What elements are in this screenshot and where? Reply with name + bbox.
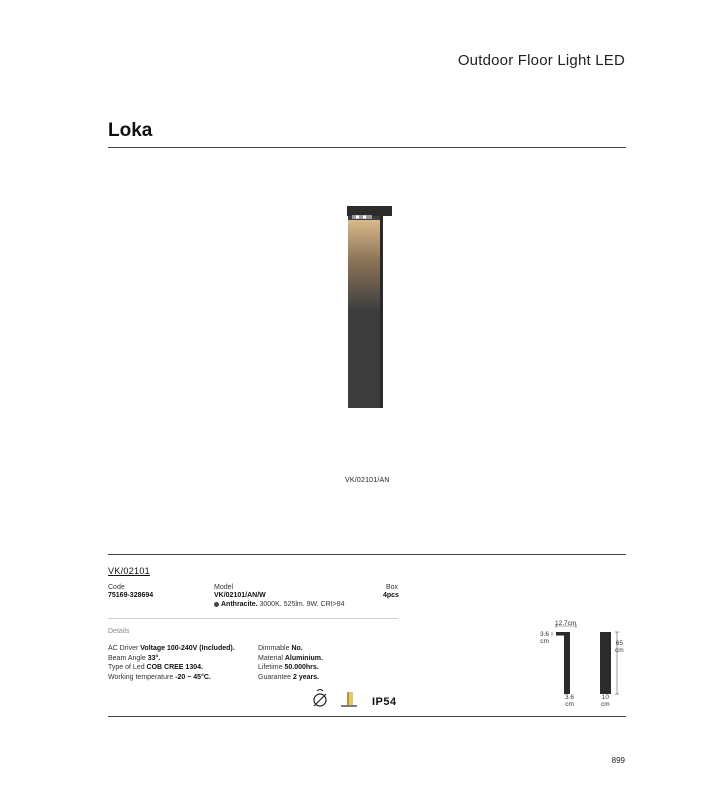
spec-row: Material Aluminium. bbox=[258, 654, 323, 662]
divider-middle bbox=[108, 554, 626, 555]
specs-left bbox=[108, 644, 235, 682]
specs-right bbox=[258, 644, 323, 682]
divider-details bbox=[108, 618, 398, 619]
model-label: Model bbox=[214, 584, 234, 591]
model-title: VK/02101 bbox=[108, 566, 150, 576]
image-caption: VK/02101/AN bbox=[345, 477, 390, 484]
spec-row: Dimmable No. bbox=[258, 645, 303, 652]
model-value: VK/02101/AN/W bbox=[214, 592, 266, 599]
spec-row: Guarantee 2 years. bbox=[258, 673, 320, 681]
spec-row: AC Driver Voltage 100-240V (Included). bbox=[108, 645, 235, 652]
product-name: Loka bbox=[108, 120, 153, 141]
dim-side-depth: 3.6 cm bbox=[565, 694, 575, 708]
spec-row: Working temperature -20 ~ 45°C. bbox=[108, 673, 211, 681]
dim-head-height: 3.6 cm bbox=[540, 631, 550, 645]
divider-bottom bbox=[108, 716, 626, 717]
dim-height: 65 cm bbox=[615, 640, 624, 654]
variant-color: Anthracite. bbox=[221, 601, 258, 608]
category-title: Outdoor Floor Light LED bbox=[457, 52, 625, 69]
details-label: Details bbox=[108, 628, 130, 635]
code-label: Code bbox=[108, 584, 125, 591]
variant-line bbox=[214, 601, 345, 608]
spec-row: Beam Angle 33°. bbox=[108, 654, 161, 662]
spec-row: Lifetime 50.000hrs. bbox=[258, 664, 319, 671]
product-image bbox=[330, 190, 400, 420]
box-value: 4pcs bbox=[383, 592, 399, 599]
divider-top bbox=[108, 147, 626, 148]
dim-top-width: 12.7cm bbox=[555, 620, 577, 627]
color-swatch bbox=[214, 602, 219, 607]
box-label: Box bbox=[386, 584, 399, 591]
beam-angle-icon bbox=[340, 690, 358, 708]
spec-row: Type of Led COB CREE 1304. bbox=[108, 664, 203, 671]
ip-rating: IP54 bbox=[372, 696, 397, 708]
non-dimmable-icon bbox=[311, 688, 329, 708]
code-value: 75169-328694 bbox=[108, 592, 154, 599]
page-number: 899 bbox=[611, 756, 625, 765]
dim-front-width: 10 cm bbox=[601, 694, 610, 708]
variant-specs: 3000K. 525lm. 9W. CRI>84 bbox=[257, 601, 345, 608]
